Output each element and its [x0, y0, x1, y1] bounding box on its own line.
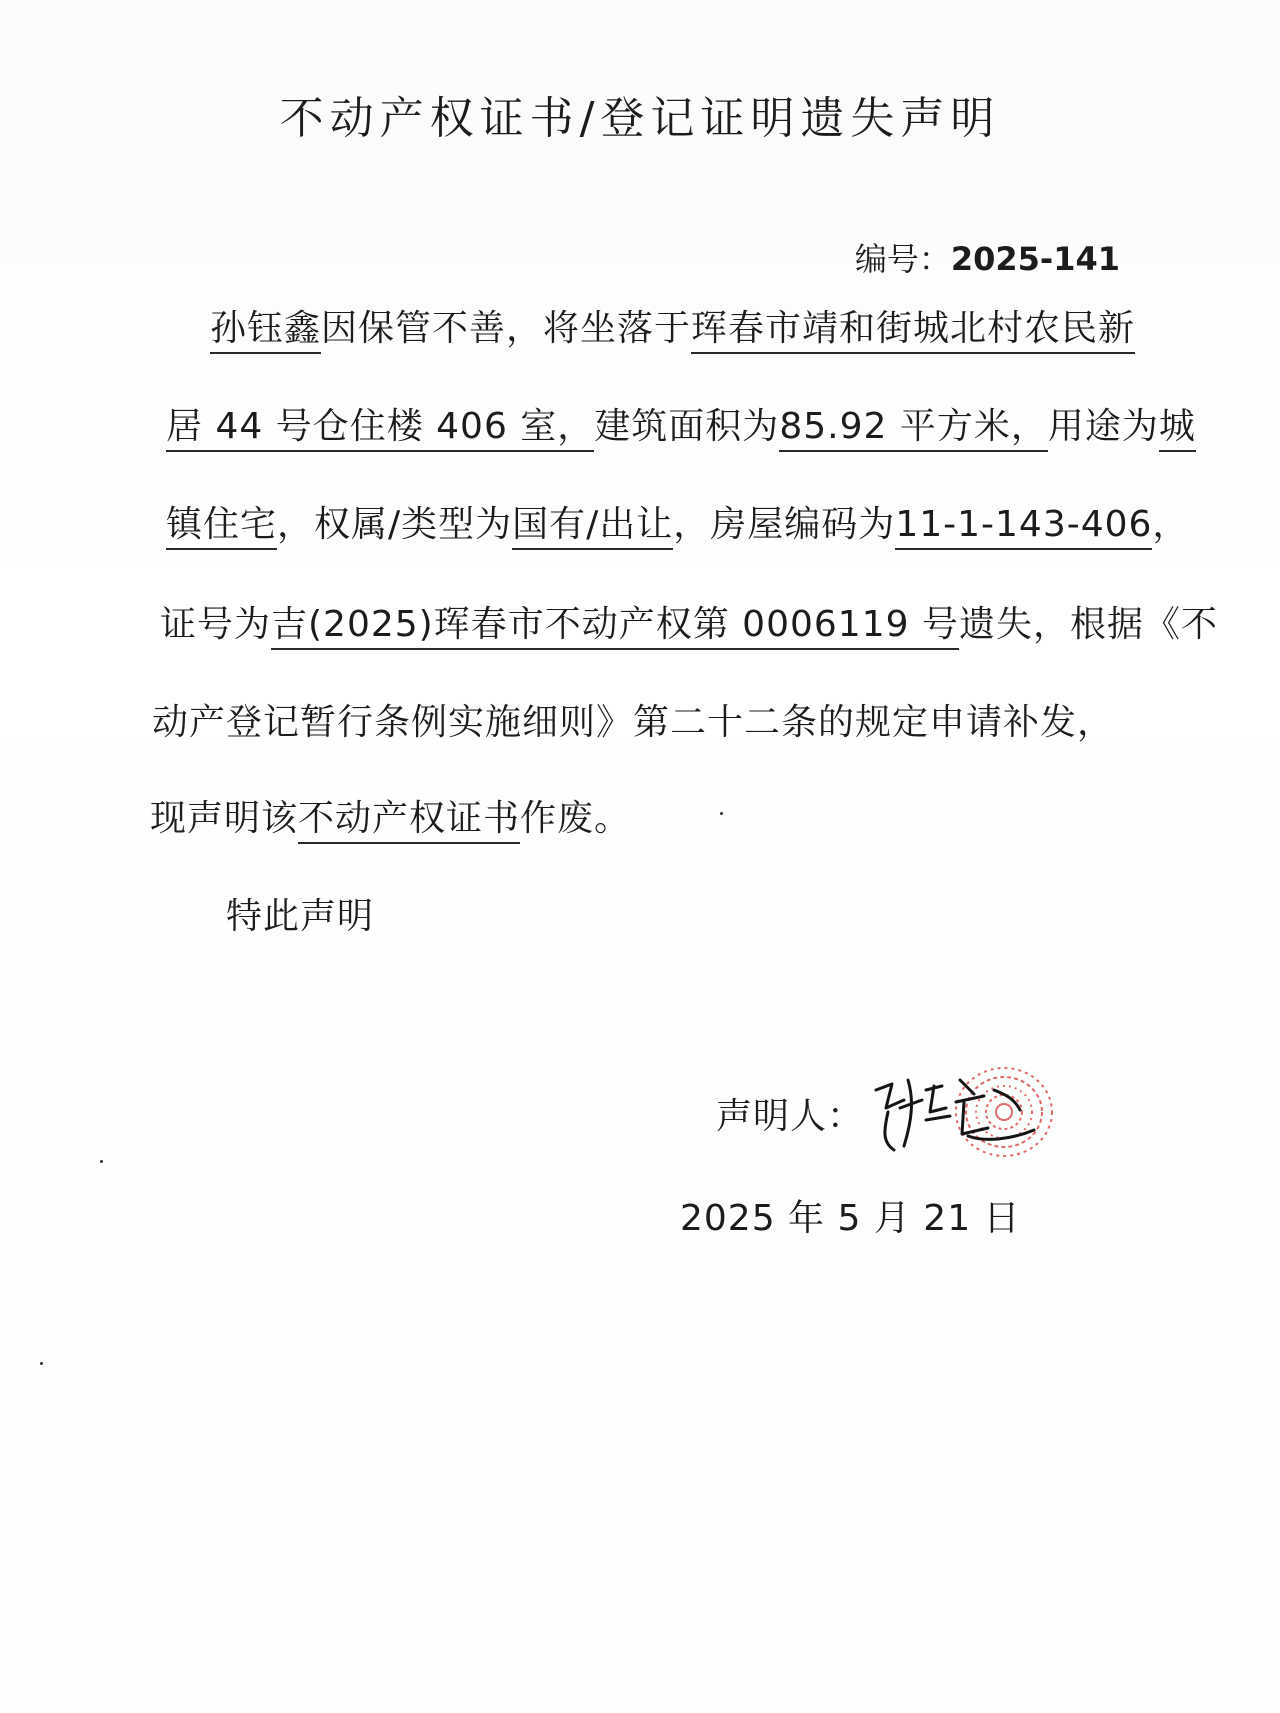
usage-part1: 城: [1159, 406, 1196, 452]
paper-speck: [100, 1160, 103, 1163]
serial-number: [855, 234, 1120, 280]
handwritten-signature: [876, 1080, 1034, 1150]
line5-text: 动产登记暂行条例实施细则》第二十二条的规定申请补发，: [152, 702, 1115, 743]
body-line-3: [166, 496, 1189, 547]
document-title: 不动产权证书/登记证明遗失声明: [279, 93, 1001, 144]
line4-text2: 遗失，根据《不: [958, 604, 1218, 645]
certificate-type: 不动产权证书: [298, 798, 520, 844]
ownership-type: 国有/出让: [512, 504, 673, 550]
body-line-6: [150, 790, 631, 841]
serial-value: 2025-141: [950, 240, 1120, 278]
fingerprint-seal: [956, 1068, 1052, 1156]
body-line-5: [152, 694, 1114, 745]
line4-text1: 证号为: [160, 604, 272, 645]
house-code: 11-1-143-406: [895, 504, 1152, 550]
line2-text1: 建筑面积为: [594, 406, 780, 447]
usage-part2: 镇住宅: [166, 504, 277, 550]
address-part1: 珲春市靖和街城北村农民新: [691, 308, 1135, 354]
body-line-4: [160, 596, 1218, 647]
line3-text2: ，房屋编码为: [673, 504, 896, 545]
building-area: 85.92 平方米，: [779, 406, 1048, 452]
line1-text: 因保管不善，将坐落于: [321, 308, 692, 349]
line3-text1: ，权属/类型为: [277, 504, 513, 545]
body-line-1: [210, 300, 1135, 351]
closing-statement: 特此声明: [226, 896, 375, 937]
line6-text2: 作废。: [520, 798, 632, 839]
serial-label: 编号：: [854, 240, 951, 278]
declarant-label: 声明人：: [716, 1096, 865, 1137]
line2-text2: 用途为: [1047, 406, 1159, 447]
address-part2: 居 44 号仓住楼 406 室，: [166, 406, 594, 452]
line3-text3: ，: [1152, 504, 1190, 545]
declaration-date: 2025 年 5 月 21 日: [680, 1198, 1021, 1239]
paper-speck: [40, 1362, 43, 1365]
owner-name: 孙钰鑫: [210, 308, 321, 354]
line6-text1: 现声明该: [150, 798, 299, 839]
signature-with-fingerprint: [864, 1050, 1064, 1170]
body-line-2: [166, 398, 1196, 449]
certificate-number: 吉(2025)珲春市不动产权第 0006119 号: [271, 604, 959, 650]
paper-speck: [720, 812, 723, 815]
